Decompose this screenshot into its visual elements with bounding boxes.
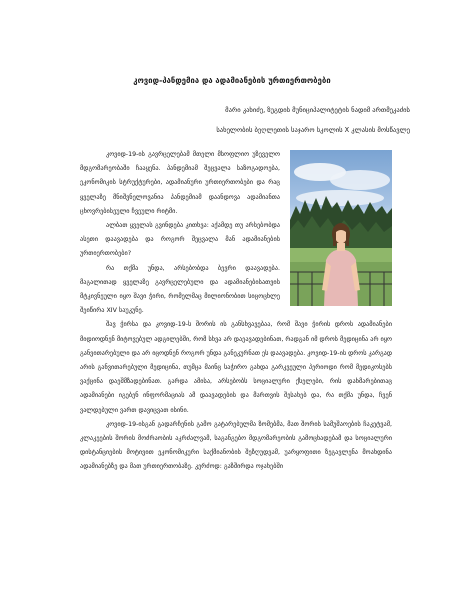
document-title: კოვიდ-პანდემია და ადამიანების ურთიერთობები	[133, 76, 331, 85]
paragraph-5: კოვიდ-19-ისგან გადარჩენის გამო გატარებულმა ზომებმა, მათ შორის სამუშაოების ჩაკეტვამ, კლაკეების შორის მოძრაობის აკრძალვამ, საგანგებო მდგომარეობის გამოცხადებამ და სოციალური დისტანციების მოტივით ეკონომიკური საქმიანობის შეზღუდვამ, უარყოფითი ზეგავლენა მოახდინა ადამიანებზე და მათ ურთიერთობაზე. კერძოდ: გაზშირდა ოჯახებში	[80, 420, 392, 471]
article-body	[80, 148, 392, 475]
paragraph-3: რა თქმა უნდა, არსებობდა ბევრი დაავადება. მაგალითად ყველაზე გავრცელებული და ადამიანებისათვის მტკივნეული იყო შავი ჭირი, რომელმაც მილიონობით სიცოცხლე შეიწირა XIV საუკუნე.	[80, 264, 280, 315]
author-block	[216, 100, 410, 140]
paragraph-4: შავ ჭირსა და კოვიდ-19-ს შორის ის განსხვავებაა, რომ შავი ჭირის დროს ადამიანები მიდიოდნენ მიტოვებულ ადგილებში, რომ სხვა არ დაეავადებინათ, რადგან იმ დროს მედიცინა არ იყო განვითარებული და არ იცოდნენ როგორ უნდა განეკურნათ ეს დაავადება. კოვიდ-19-ის დროს კარგად არის განვითარებული მედიცინა, თუმცა მაინც საჭირო გახდა გარკვეული პერიოდი რომ მედიკოსებს ვაქცინა დაეშმზადებინათ. გარდა ამისა, არსებობს სოციალური ქსელები, რის დახმარებითაც ადამიანები იგებენ ინფორმაციას ამ დაავადების და მართვის შესახებ და, რა თქმა უნდა, ჩვენ ვალდებული ვართ დავიცვათ ისინი.	[80, 321, 392, 414]
paragraph-2: ალბათ ყველას გვინდება კითხვა: აქამდე თუ არსებობდა ასეთი დაავადება და როგორ შეცვალა მან ადამიანების ურთიერთობები?	[80, 222, 280, 258]
author-line-1: მარი კახიძე, ზუგდის მუნიციპალიტეტის ნადიმ ართმეკაძის	[225, 106, 410, 114]
author-photo	[290, 150, 392, 306]
author-line-2: სახელობის ბეღლეთის საჯარო სკოლის X კლასის მოსწავლე	[216, 126, 410, 134]
paragraph-1: კოვიდ-19-ის გავრცელებამ მთელი მსოფლიო უზეველო მდგომარეობაში ჩააყენა. პანდემიამ შეცვალა საზოგადოება, ეკონომიკის სტრუქტურები, ადამიანური ურთიერთობები და რაც ყველაზე მნიშვნელოვანია პანდემიამ დაანდოვა ადამიანთა ცხოვრებისეული ჩვეული რიტმი.	[80, 151, 280, 215]
